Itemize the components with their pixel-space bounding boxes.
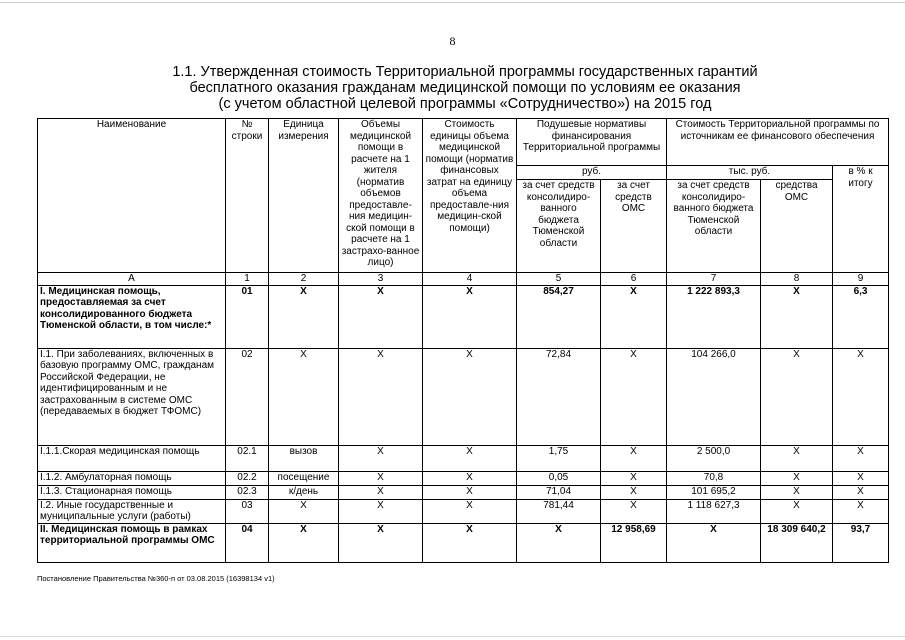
row-number: 02.1	[226, 445, 269, 471]
row-oms-thous: X	[761, 285, 833, 348]
row-unit: вызов	[269, 445, 339, 471]
header-row-1	[38, 119, 889, 166]
title-line-3: (с учетом областной целевой программы «Сотрудничество») на 2015 год	[218, 96, 712, 112]
top-rule	[0, 2, 905, 3]
col-index: 7	[667, 273, 761, 286]
title-line-1: 1.1. Утвержденная стоимость Территориальной программы государственных гарантий	[172, 64, 758, 80]
row-percent: X	[833, 499, 889, 523]
row-unit-cost: X	[423, 523, 517, 562]
row-oms-thous: X	[761, 445, 833, 471]
col-index: 4	[423, 273, 517, 286]
row-unit: X	[269, 348, 339, 445]
table-row	[38, 523, 889, 562]
header-per-capita: Подушевые нормативы финансирования Территориальной программы	[517, 119, 667, 166]
table-row	[38, 445, 889, 471]
row-budget-rub: 1,75	[517, 445, 601, 471]
row-number: 03	[226, 499, 269, 523]
document-title	[150, 64, 780, 112]
row-oms-rub: X	[601, 445, 667, 471]
row-oms-rub: X	[601, 471, 667, 485]
table-row	[38, 285, 889, 348]
column-index-row	[38, 273, 889, 286]
header-volume: Объемы медицинской помощи в расчете на 1 жителя (норматив объемов предоставле-ния медицин-ской помощи в расчете на 1 застрахо-ванное лицо)	[339, 119, 423, 273]
row-unit-cost: X	[423, 445, 517, 471]
header-percent: в % к итогу	[833, 166, 889, 273]
header-unit: Единица измерения	[269, 119, 339, 273]
page-number: 8	[449, 34, 456, 48]
row-oms-thous: X	[761, 499, 833, 523]
row-unit-cost: X	[423, 485, 517, 499]
row-volume: X	[339, 471, 423, 485]
row-unit: X	[269, 285, 339, 348]
row-volume: X	[339, 485, 423, 499]
row-volume: X	[339, 445, 423, 471]
row-oms-rub: X	[601, 485, 667, 499]
row-budget-thous: 104 266,0	[667, 348, 761, 445]
row-percent: X	[833, 348, 889, 445]
header-budget-thous: за счет средств консолидиро-ванного бюджета Тюменской области	[667, 180, 761, 273]
col-index: 5	[517, 273, 601, 286]
row-oms-rub: X	[601, 285, 667, 348]
row-percent: X	[833, 471, 889, 485]
row-unit-cost: X	[423, 285, 517, 348]
table-row	[38, 499, 889, 523]
header-oms-thous: средства ОМС	[761, 180, 833, 273]
row-volume: X	[339, 285, 423, 348]
table-row	[38, 485, 889, 499]
row-name: I.1. При заболеваниях, включенных в базовую программу ОМС, гражданам Российской Федерации, не идентифицированным и не застрахованным в системе ОМС (передаваемых в бюджет ТФОМС)	[38, 348, 226, 445]
header-rub: руб.	[517, 166, 667, 180]
row-volume: X	[339, 348, 423, 445]
row-budget-thous: 1 222 893,3	[667, 285, 761, 348]
title-line-2: бесплатного оказания гражданам медицинской помощи по условиям ее оказания	[189, 80, 741, 96]
row-number: 01	[226, 285, 269, 348]
row-budget-rub: 72,84	[517, 348, 601, 445]
row-budget-rub: 71,04	[517, 485, 601, 499]
row-name: I.2. Иные государственные и муниципальные услуги (работы)	[38, 499, 226, 523]
row-oms-thous: X	[761, 471, 833, 485]
header-budget-rub: за счет средств консолидиро-ванного бюджета Тюменской области	[517, 180, 601, 273]
row-number: 02.2	[226, 471, 269, 485]
row-oms-thous: X	[761, 348, 833, 445]
row-oms-rub: X	[601, 348, 667, 445]
row-name: I.1.3. Стационарная помощь	[38, 485, 226, 499]
row-number: 02.3	[226, 485, 269, 499]
row-name: I. Медицинская помощь, предоставляемая за счет консолидированного бюджета Тюменской области, в том числе:*	[38, 285, 226, 348]
row-oms-thous: X	[761, 485, 833, 499]
row-number: 02	[226, 348, 269, 445]
cost-table	[37, 118, 889, 563]
row-budget-thous: 2 500,0	[667, 445, 761, 471]
col-index: 2	[269, 273, 339, 286]
row-name: I.1.1.Скорая медицинская помощь	[38, 445, 226, 471]
footer-note: Постановление Правительства №360-п от 03.08.2015 (16398134 v1)	[37, 574, 275, 583]
row-budget-thous: X	[667, 523, 761, 562]
row-name: II. Медицинская помощь в рамках территориальной программы ОМС	[38, 523, 226, 562]
row-percent: 6,3	[833, 285, 889, 348]
row-percent: X	[833, 445, 889, 471]
col-index: 9	[833, 273, 889, 286]
row-budget-thous: 1 118 627,3	[667, 499, 761, 523]
header-total-cost: Стоимость Территориальной программы по источникам ее финансового обеспечения	[667, 119, 889, 166]
row-unit-cost: X	[423, 499, 517, 523]
row-unit: к/день	[269, 485, 339, 499]
row-percent: 93,7	[833, 523, 889, 562]
header-thous-rub: тыс. руб.	[667, 166, 833, 180]
row-budget-rub: 0,05	[517, 471, 601, 485]
row-budget-rub: 781,44	[517, 499, 601, 523]
bottom-rule	[0, 636, 905, 637]
row-unit-cost: X	[423, 348, 517, 445]
row-budget-thous: 70,8	[667, 471, 761, 485]
row-name: I.1.2. Амбулаторная помощь	[38, 471, 226, 485]
col-index: А	[38, 273, 226, 286]
col-index: 1	[226, 273, 269, 286]
row-percent: X	[833, 485, 889, 499]
table-row	[38, 471, 889, 485]
header-name: Наименование	[38, 119, 226, 273]
col-index: 3	[339, 273, 423, 286]
row-oms-rub: 12 958,69	[601, 523, 667, 562]
row-budget-thous: 101 695,2	[667, 485, 761, 499]
header-row-number: № строки	[226, 119, 269, 273]
row-unit: X	[269, 523, 339, 562]
row-unit: посещение	[269, 471, 339, 485]
row-unit-cost: X	[423, 471, 517, 485]
row-oms-thous: 18 309 640,2	[761, 523, 833, 562]
row-volume: X	[339, 523, 423, 562]
row-oms-rub: X	[601, 499, 667, 523]
header-unit-cost: Стоимость единицы объема медицинской помощи (норматив финансовых затрат на единицу объема предоставле-ния медицин-ской помощи)	[423, 119, 517, 273]
header-oms-rub: за счет средств ОМС	[601, 180, 667, 273]
col-index: 8	[761, 273, 833, 286]
row-number: 04	[226, 523, 269, 562]
col-index: 6	[601, 273, 667, 286]
table-row	[38, 348, 889, 445]
row-unit: X	[269, 499, 339, 523]
row-volume: X	[339, 499, 423, 523]
row-budget-rub: 854,27	[517, 285, 601, 348]
row-budget-rub: X	[517, 523, 601, 562]
